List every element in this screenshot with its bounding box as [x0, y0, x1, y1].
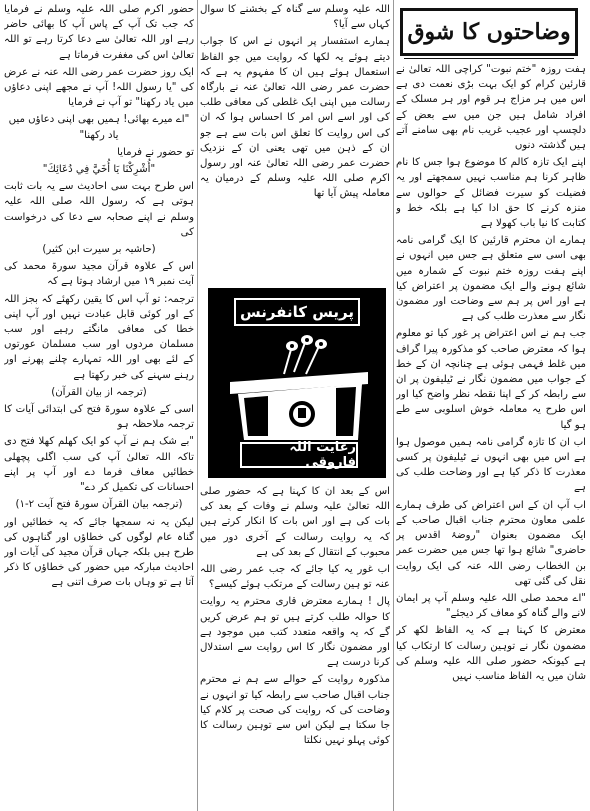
paragraph: ہمارے ان محترم قارئین کا ایک گرامی نامہ بھی اسی سے متعلق ہے جس میں انہوں نے اپنے ہفت روزہ ختم نبوت کے شمارہ میں شائع ہونے والے ایک مضمون پر اعتراض کیا ہے اور اس پر ہم سے وضاحت اور مضمون نگار سے معذرت طلب کی ہے	[396, 235, 586, 323]
press-podium-illustration	[224, 332, 374, 442]
left-column-text	[4, 2, 194, 811]
paragraph: اس طرح بہت سی احادیث سے یہ بات ثابت ہوتی ہے کہ رسول اللہ صلی اللہ علیہ وسلم نے اپنے صحابہ سے دعا کی درخواست کی	[4, 181, 194, 238]
paragraph: ہفت روزہ "ختم نبوت" کراچی اللہ تعالیٰ نے قارئین کرام کو ایک بہت بڑی نعمت دی ہے اس میں ہر مزاج ہر قوم اور ہر مسلک کے افراد شامل ہیں جن میں سے بعض کے دلچسپ اور عجیب غریب نام بھی سامنے آتے ہیں گذشتہ دنوں	[396, 64, 586, 152]
column-logo-title-text: پریس کانفرنس	[240, 303, 354, 321]
column-author-box	[240, 442, 358, 468]
column-divider	[197, 0, 198, 811]
paragraph: اب ان کا تازہ گرامی نامہ ہمیں موصول ہوا ہے اس میں بھی انہوں نے ٹیلیفون پر کسی معذرت کا ذکر کیا ہے اور وضاحت طلب کی ہے	[396, 436, 586, 494]
column-logo-box	[208, 288, 386, 478]
middle-column-bottom-text	[200, 484, 390, 811]
paragraph: اس کے بعد ان کا کہنا ہے کہ حضور صلی اللہ تعالیٰ علیہ وسلم نے وفات کے بعد کی بات کی ہے اور اس بات کا انکار کرتے ہیں کہ یہ روایت رسالت کے آخری دور میں محبوب کے انتقال کے بعد کی ہے	[200, 486, 390, 558]
paragraph: ایک روز حضرت عمر رضی اللہ عنہ نے عرض کی "یا رسول اللہ! آپ نے مجھے اپنی دعاؤں میں یاد رکھنا" تو آپ نے فرمایا	[4, 66, 194, 109]
paragraph: لیکن یہ نہ سمجھا جائے کہ یہ خطائیں اور گناہ عام لوگوں کی خطاؤں اور گناہوں کی طرح ہیں بلکہ جہاں قرآن مجید کی آیات اور احادیث مبارکہ میں حضور کی خطاؤں کا ذکر آتا ہے تو وہاں بات صرف اتنی ہے	[4, 516, 194, 589]
quote: "بے شک ہم نے آپ کو ایک کھلم کھلا فتح دی تاکہ اللہ تعالیٰ آپ کی سب اگلی پچھلی خطائیں معاف فرما دے اور آپ پر اپنے احسانات کی تکمیل کر دے"	[4, 436, 194, 494]
citation: (حاشیہ بر سیرت ابن کثیر)	[42, 244, 156, 256]
arabic-quote: "أُشْرِكْنَا يَا أُخَيَّ فِي دُعَائِكَ"	[42, 164, 156, 176]
paragraph: ہمارے استفسار پر انہوں نے اس کا جواب دیتے ہوئے یہ لکھا کہ روایت میں جو الفاظ استعمال ہوئے ہیں ان کا مفہوم یہ ہے کہ حضرت عمر رضی اللہ تعالیٰ عنہ نے بارگاہ رسالت میں اپنی ایک غلطی کی معافی طلب کی اور اسے اس امر کا احساس ہوا کہ ان کی اس روایت کا تعلق اس بات سے ہے جو ان کے ذہن میں تھی یعنی ان کے نزدیک حضرت عمر رضی اللہ تعالیٰ عنہ اور رسول اکرم صلی اللہ علیہ وسلم کے درمیان یہ معاملہ پیش آیا تھا	[200, 36, 390, 200]
column-divider	[393, 0, 394, 811]
paragraph: ترجمہ: تو آپ اس کا یقین رکھئے کہ بجز اللہ کے اور کوئی قابل عبادت نہیں اور آپ اپنی خطا کی معافی مانگتے رہیے اور سب مسلمان مردوں اور سب مسلمان عورتوں کے لئے بھی اور اللہ تمہارے چلنے پھرنے اور رہنے سہنے کی خبر رکھتا ہے	[4, 293, 194, 381]
paragraph: اب غور یہ کیا جائے کہ جب عمر رضی اللہ عنہ تو ہین رسالت کے مرتکب ہوئے کیسے؟	[200, 564, 390, 591]
paragraph: معترض کا کہنا ہے کہ یہ الفاظ لکھ کر مضمون نگار نے توہین رسالت کا ارتکاب کیا ہے کیونکہ حضور صلی اللہ علیہ وسلم کی شان میں یہ الفاظ مناسب نہیں	[396, 625, 586, 682]
paragraph: پال ! ہمارے معترض قاری محترم یہ روایت کا حوالہ طلب کرتے ہیں تو ہم عرض کریں گے کہ یہ واقعہ متعدد کتب میں موجود ہے اور مضمون نگار کا اس روایت سے استدلال کرنا درست ہے	[200, 596, 390, 669]
paragraph: اس کے علاوہ قرآن مجید سورۃ محمد کی آیت نمبر ۱۹ میں ارشاد ہوتا ہے کہ	[4, 261, 194, 288]
paragraph: اب آپ ان کے اس اعتراض کی طرف ہمارے علمی معاون محترم جناب اقبال صاحب کے ایک مضمون بعنوان "روضۂ اقدس پر حاضری" شائع ہوا تھا جس میں حضرت عمر بن الخطاب رضی اللہ عنہ کی ایک روایت نقل کی گئی تھی	[396, 499, 586, 587]
right-column-text	[396, 62, 586, 811]
column-logo-title	[234, 298, 360, 326]
headline-text: وضاحتوں کا شوق	[407, 19, 571, 45]
paragraph: اسی کے علاوہ سورۃ فتح کی ابتدائی آیات کا ترجمہ ملاحظہ ہو	[4, 404, 194, 431]
paragraph: مذکورہ روایت کے حوالے سے ہم نے محترم جناب اقبال صاحب سے رابطہ کیا تو انہوں نے وضاحت کی کہ روایت کی صحت پر کلام کیا جا سکتا ہے لیکن اس سے توہین رسالت کا کوئی پہلو نہیں نکلتا	[200, 674, 390, 747]
quote: "اے محمد صلی اللہ علیہ وسلم آپ پر ایمان لانے والے گناہ کو معاف کر دیجئے"	[396, 592, 586, 620]
article-headline	[400, 8, 578, 56]
paragraph: اللہ علیہ وسلم سے گناہ کے بخشنے کا سوال کہاں سے آیا؟	[200, 4, 390, 31]
paragraph: جب ہم نے اس اعتراض پر غور کیا تو معلوم ہوا کہ معترض صاحب کو مذکورہ پیرا گراف میں غلط فہمی ہوئی ہے چنانچہ ان کے خط کے جواب میں مضمون نگار نے ٹیلیفون پر ان سے رابطہ کر کے اپنا نقطہ نظر واضح کیا اور اس طرح یہ معاملہ خوش اسلوبی سے طے ہو گیا	[396, 328, 586, 431]
headline-rule	[404, 58, 574, 59]
citation: (ترجمہ بیان القرآن سورۃ فتح آیت ۲-۱)	[15, 499, 183, 511]
quote: "اے میرے بھائی! ہمیں بھی اپنی دعاؤں میں یاد رکھنا"	[8, 114, 190, 141]
paragraph: اپنے ایک تازہ کالم کا موضوع ہوا جس کا نام ظاہر کرنا ہم مناسب نہیں سمجھتے اور یہ فضیلت کو سیرت فضائل کے حوالوں سے منزہ کرنے کا حق ادا کیا ہے بلکہ خط و کتابت کا نیا باب کھولا ہے	[396, 157, 586, 230]
middle-column-top-text	[200, 2, 390, 284]
column-author-name: رعایت اللہ فاروقی	[289, 440, 356, 470]
citation: (ترجمہ از بیان القرآن)	[51, 386, 147, 398]
paragraph: تو حضور نے فرمایا	[117, 146, 194, 158]
paragraph: حضور اکرم صلی اللہ علیہ وسلم نے فرمایا کہ جب تک آپ کے پاس آپ کا بھائی حاضر رہے اور اللہ تعالیٰ سے دعا کرتا رہے تو اللہ تعالیٰ اس کی مغفرت فرماتا ہے	[4, 4, 194, 61]
